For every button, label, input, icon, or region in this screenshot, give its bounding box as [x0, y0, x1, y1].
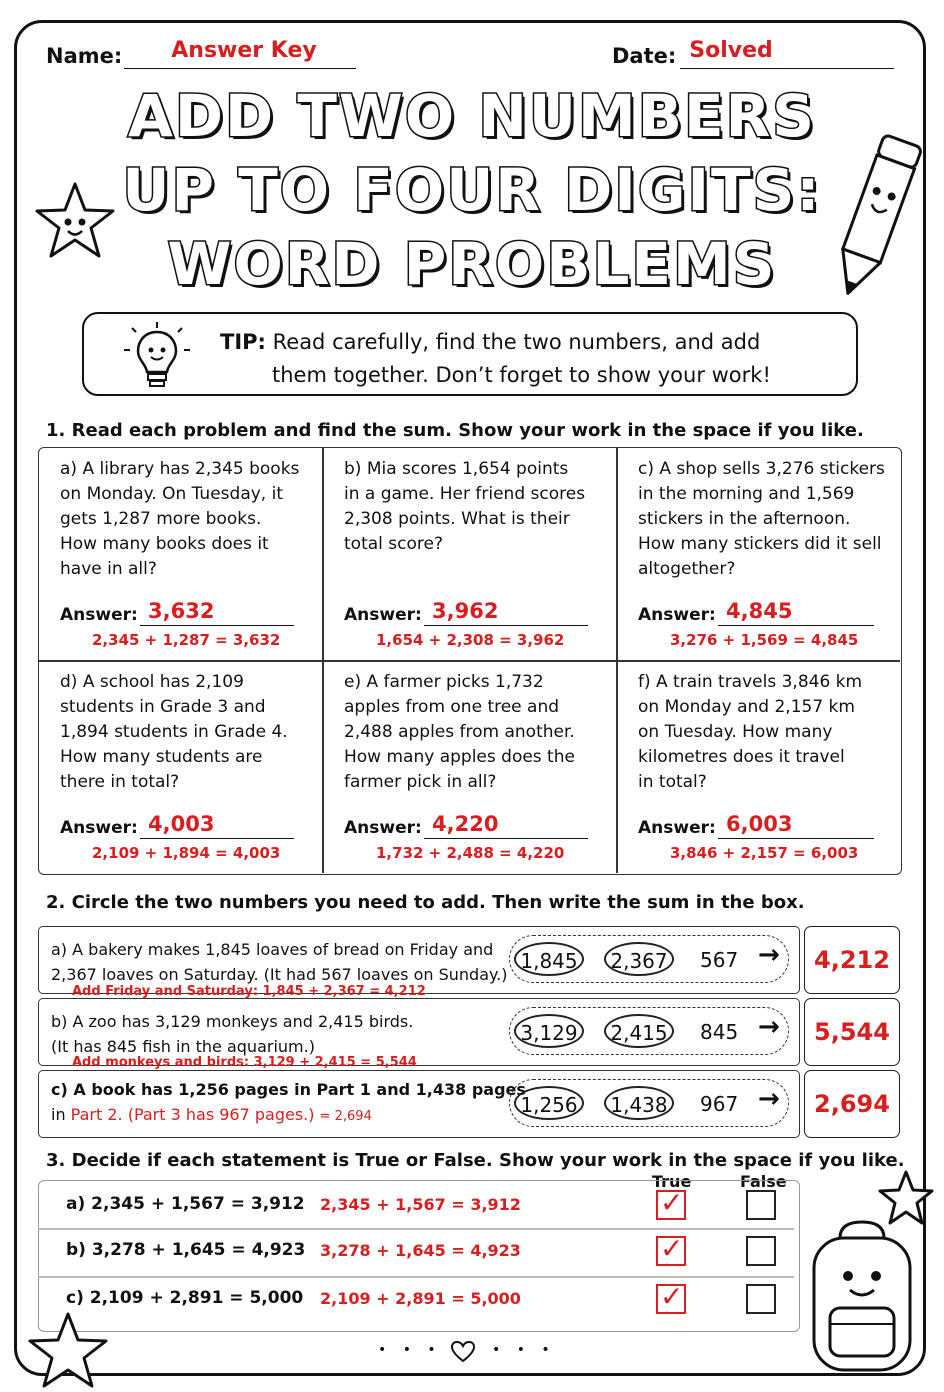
- work-shown: 2,109 + 2,891 = 5,000: [320, 1289, 521, 1308]
- problem-cell: [38, 447, 322, 660]
- true-header: True: [652, 1172, 692, 1191]
- section-1-title: 1. Read each problem and find the sum. Show your work in the space if you like.: [46, 420, 864, 441]
- problem-line: have in all?: [60, 559, 157, 579]
- answer-value: 4,220: [432, 812, 499, 836]
- problem-cell: [616, 447, 902, 660]
- problem-cell: [616, 660, 902, 873]
- section-2-title: 2. Circle the two numbers you need to add. Then write the sum in the box.: [46, 892, 805, 913]
- answer-label: Answer:: [344, 605, 422, 625]
- true-checkbox[interactable]: [656, 1232, 686, 1266]
- problem-line: gets 1,287 more books.: [60, 509, 262, 529]
- answer-value: 4,845: [726, 599, 793, 623]
- work-note: = 2,694: [319, 1109, 372, 1124]
- checkmark-icon: ✓: [660, 1232, 684, 1265]
- problem-cell: [322, 447, 616, 660]
- work-shown: 3,846 + 2,157 = 6,003: [670, 844, 859, 862]
- answer-label: Answer:: [60, 818, 138, 838]
- problem-line: d) A school has 2,109: [60, 672, 244, 692]
- problem-cell: [322, 660, 616, 873]
- number-choices: [509, 1007, 789, 1055]
- problem-line: How many books does it: [60, 534, 269, 554]
- lightbulb-icon: [122, 320, 192, 392]
- problem-text: [60, 457, 310, 582]
- sum-box[interactable]: 2,694: [804, 1070, 900, 1138]
- true-checkbox[interactable]: [656, 1186, 686, 1220]
- title-line-1: ADD TWO NUMBERS: [127, 82, 817, 150]
- pencil-icon: [820, 126, 930, 306]
- circled-number[interactable]: 2,367: [604, 942, 674, 976]
- footer-dots-left: • • •: [378, 1342, 442, 1358]
- true-checkbox[interactable]: [656, 1280, 686, 1314]
- title-line-2: UP TO FOUR DIGITS:: [122, 156, 822, 224]
- statement: c) 2,109 + 2,891 = 5,000: [66, 1288, 304, 1308]
- problem-line: 1,894 students in Grade 4.: [60, 722, 288, 742]
- date-value: Solved: [689, 38, 773, 63]
- star-icon: [30, 176, 120, 266]
- date-label: Date:: [612, 44, 677, 68]
- problem-line: e) A farmer picks 1,732: [344, 672, 544, 692]
- problem-text: [60, 670, 310, 795]
- answer-label: Answer:: [638, 605, 716, 625]
- problem-line: on Monday and 2,157 km: [638, 697, 855, 717]
- problem-line: f) A train travels 3,846 km: [638, 672, 863, 692]
- problem-line: c) A shop sells 3,276 stickers: [638, 459, 885, 479]
- answer-value: 3,632: [148, 599, 215, 623]
- work-shown: 1,732 + 2,488 = 4,220: [376, 844, 565, 862]
- problem-line: farmer pick in all?: [344, 772, 497, 792]
- work-shown: 3,276 + 1,569 = 4,845: [670, 631, 859, 649]
- answer-label: Answer:: [344, 818, 422, 838]
- false-checkbox[interactable]: [746, 1236, 776, 1266]
- section-3-title: 3. Decide if each statement is True or False. Show your work in the space if you like.: [46, 1150, 905, 1171]
- problem-line: 2,367 loaves on Saturday. (It had 567 loaves on Sunday.): [51, 965, 508, 984]
- answer-value: 3,962: [432, 599, 499, 623]
- work-shown: 2,345 + 1,287 = 3,632: [92, 631, 281, 649]
- problem-line: How many apples does the: [344, 747, 575, 767]
- checkmark-icon: ✓: [660, 1280, 684, 1313]
- circled-number[interactable]: 1,845: [514, 942, 584, 976]
- arrow-icon: →: [758, 940, 780, 970]
- circled-number[interactable]: 2,415: [604, 1014, 674, 1048]
- tip-box: [82, 312, 858, 396]
- false-checkbox[interactable]: [746, 1190, 776, 1220]
- row-divider: [38, 1276, 794, 1278]
- answer-value: 4,003: [148, 812, 215, 836]
- problem-line: How many stickers did it sell: [638, 534, 882, 554]
- problem-line: in a game. Her friend scores: [344, 484, 586, 504]
- tip-line-1: Read carefully, find the two numbers, and add: [272, 330, 761, 354]
- problem-line: b) A zoo has 3,129 monkeys and 2,415 birds.: [51, 1012, 414, 1031]
- sum-box[interactable]: 5,544: [804, 998, 900, 1066]
- work-note: Add monkeys and birds: 3,129 + 2,415 = 5,544: [72, 1055, 417, 1070]
- heart-icon: [450, 1340, 476, 1364]
- true-false-row: [38, 1186, 794, 1222]
- problem-line: in: [51, 1105, 71, 1124]
- problem-text: [638, 670, 888, 795]
- true-false-row: [38, 1232, 794, 1268]
- checkmark-icon: ✓: [660, 1186, 684, 1219]
- problem-line: students in Grade 3 and: [60, 697, 266, 717]
- star-icon: [20, 1308, 116, 1392]
- problem-text: [344, 670, 594, 795]
- problem-cell: [38, 660, 322, 873]
- problem-line: 2,488 apples from another.: [344, 722, 575, 742]
- name-label: Name:: [46, 44, 123, 68]
- problem-line: stickers in the afternoon.: [638, 509, 851, 529]
- sum-box[interactable]: 4,212: [804, 926, 900, 994]
- work-shown: 2,345 + 1,567 = 3,912: [320, 1195, 521, 1214]
- problem-line: kilometres does it travel: [638, 747, 845, 767]
- tip-text: [220, 326, 771, 392]
- statement: b) 3,278 + 1,645 = 4,923: [66, 1240, 306, 1260]
- problem-line: b) Mia scores 1,654 points: [344, 459, 569, 479]
- circle-row-c: [38, 1070, 800, 1138]
- problem-line: c) A book has 1,256 pages in Part 1 and 1,438 pages: [51, 1080, 526, 1099]
- footer-dots-right: • • •: [492, 1342, 556, 1358]
- tip-line-2: them together. Don’t forget to show your work!: [272, 363, 771, 387]
- problem-text: [344, 457, 594, 557]
- arrow-icon: →: [758, 1012, 780, 1042]
- problem-line: a) A bakery makes 1,845 loaves of bread on Friday and: [51, 940, 494, 959]
- problem-line: in total?: [638, 772, 707, 792]
- work-note: Add Friday and Saturday: 1,845 + 2,367 = 4,212: [72, 984, 426, 999]
- problem-text: [51, 1009, 413, 1059]
- name-value: Answer Key: [171, 38, 317, 63]
- problem-line: apples from one tree and: [344, 697, 560, 717]
- problem-line: on Tuesday. How many: [638, 722, 833, 742]
- backpack-icon: [800, 1216, 926, 1376]
- problem-line: How many students are: [60, 747, 263, 767]
- problem-line: on Monday. On Tuesday, it: [60, 484, 283, 504]
- circled-number[interactable]: 3,129: [514, 1014, 584, 1048]
- circled-number[interactable]: 1,256: [514, 1086, 584, 1120]
- problem-line: there in total?: [60, 772, 180, 792]
- arrow-icon: →: [758, 1084, 780, 1114]
- answer-label: Answer:: [638, 818, 716, 838]
- work-shown: 1,654 + 2,308 = 3,962: [376, 631, 565, 649]
- number-choices: [509, 935, 789, 983]
- distractor-number[interactable]: 967: [700, 1092, 739, 1116]
- tip-label: TIP:: [220, 330, 266, 354]
- problem-line: (It has 845 fish in the aquarium.): [51, 1037, 315, 1056]
- work-shown: 2,109 + 1,894 = 4,003: [92, 844, 281, 862]
- answer-label: Answer:: [60, 605, 138, 625]
- problem-line: total score?: [344, 534, 443, 554]
- row-divider: [38, 1228, 794, 1230]
- problem-text: [638, 457, 888, 582]
- circled-number[interactable]: 1,438: [604, 1086, 674, 1120]
- false-header: False: [740, 1172, 787, 1191]
- work-shown: 3,278 + 1,645 = 4,923: [320, 1241, 521, 1260]
- false-checkbox[interactable]: [746, 1284, 776, 1314]
- problem-line: 2,308 points. What is their: [344, 509, 570, 529]
- problem-line: altogether?: [638, 559, 736, 579]
- problem-text: [51, 937, 508, 987]
- title-line-3: WORD PROBLEMS: [167, 230, 777, 298]
- problem-line: a) A library has 2,345 books: [60, 459, 300, 479]
- problem-line: in the morning and 1,569: [638, 484, 855, 504]
- number-choices: [509, 1079, 789, 1127]
- problem-text: [51, 1077, 526, 1129]
- distractor-number[interactable]: 845: [700, 1020, 739, 1044]
- problem-line: Part 2. (Part 3 has 967 pages.): [70, 1105, 315, 1124]
- distractor-number[interactable]: 567: [700, 948, 739, 972]
- answer-value: 6,003: [726, 812, 793, 836]
- statement: a) 2,345 + 1,567 = 3,912: [66, 1194, 305, 1214]
- true-false-row: [38, 1280, 794, 1316]
